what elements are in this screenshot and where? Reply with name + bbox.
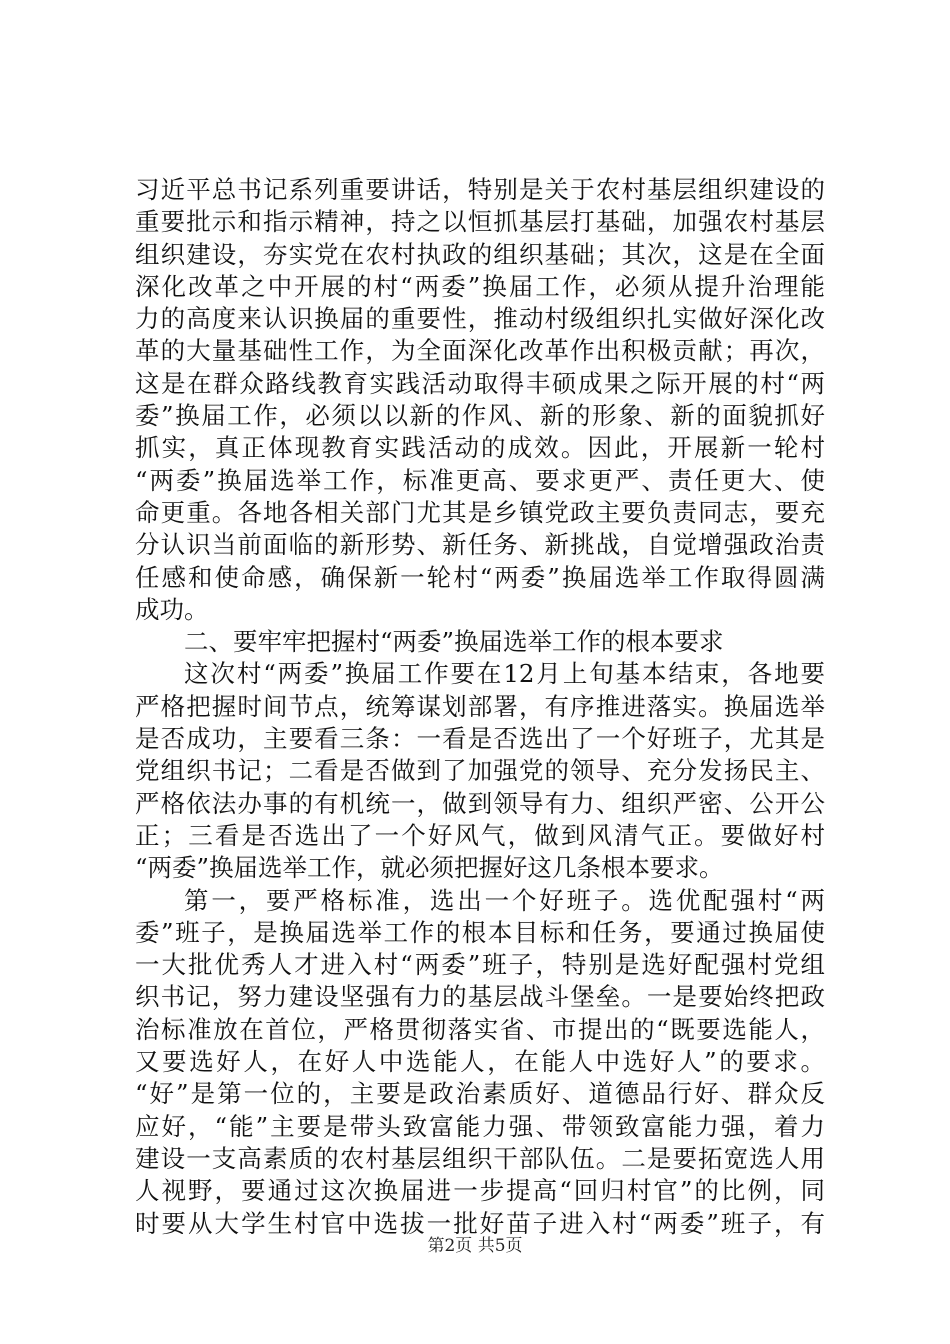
- section-heading: 二、要牢牢把握村“两委”换届选举工作的根本要求: [184, 627, 724, 657]
- text-line: 应好，“能”主要是带头致富能力强、带领致富能力强，着力: [135, 1111, 825, 1141]
- text-line: “两委”换届选举工作，标准更高、要求更严、责任更大、使: [135, 465, 825, 495]
- text-line: 严格依法办事的有机统一，做到领导有力、组织严密、公开公: [135, 788, 825, 818]
- text-line: 重要批示和指示精神，持之以恒抓基层打基础，加强农村基层: [135, 207, 825, 237]
- text-line: “好”是第一位的，主要是政治素质好、道德品行好、群众反: [135, 1079, 825, 1109]
- text-line: 一大批优秀人才进入村“两委”班子，特别是选好配强村党组: [135, 950, 825, 980]
- text-line: 这次村“两委”换届工作要在12月上旬基本结束，各地要: [184, 659, 825, 689]
- page-number-footer: 第2页 共5页: [427, 1236, 523, 1256]
- text-line: 建设一支高素质的农村基层组织干部队伍。二是要拓宽选人用: [135, 1143, 825, 1173]
- text-line: 织书记，努力建设坚强有力的基层战斗堡垒。一是要始终把政: [135, 982, 825, 1012]
- text-line: 这是在群众路线教育实践活动取得丰硕成果之际开展的村“两: [135, 368, 825, 398]
- text-line: 成功。: [135, 594, 209, 624]
- text-line: 第一，要严格标准，选出一个好班子。选优配强村“两: [184, 885, 825, 915]
- text-line: 抓实，真正体现教育实践活动的成效。因此，开展新一轮村: [135, 433, 825, 463]
- text-line: 力的高度来认识换届的重要性，推动村级组织扎实做好深化改: [135, 304, 825, 334]
- text-line: 深化改革之中开展的村“两委”换届工作，必须从提升治理能: [135, 271, 825, 301]
- text-line: “两委”换届选举工作，就必须把握好这几条根本要求。: [135, 853, 724, 883]
- text-line: 命更重。各地各相关部门尤其是乡镇党政主要负责同志，要充: [135, 497, 825, 527]
- text-line: 治标准放在首位，严格贯彻落实省、市提出的“既要选能人，: [135, 1014, 825, 1044]
- text-line: 委”换届工作，必须以以新的作风、新的形象、新的面貌抓好: [135, 401, 825, 431]
- text-line: 任感和使命感，确保新一轮村“两委”换届选举工作取得圆满: [135, 562, 825, 592]
- body-text: [135, 174, 825, 1240]
- text-line: 党组织书记；二看是否做到了加强党的领导、充分发扬民主、: [135, 756, 825, 786]
- text-line: 分认识当前面临的新形势、新任务、新挑战，自觉增强政治责: [135, 530, 825, 560]
- text-line: 委”班子，是换届选举工作的根本目标和任务，要通过换届使: [135, 917, 825, 947]
- text-line: 是否成功，主要看三条：一看是否选出了一个好班子，尤其是: [135, 724, 825, 754]
- text-line: 严格把握时间节点，统筹谋划部署，有序推进落实。换届选举: [135, 691, 825, 721]
- text-line: 组织建设，夯实党在农村执政的组织基础；其次，这是在全面: [135, 239, 825, 269]
- text-line: 人视野，要通过这次换届进一步提高“回归村官”的比例，同: [135, 1176, 825, 1206]
- text-line: 革的大量基础性工作，为全面深化改革作出积极贡献；再次，: [135, 336, 825, 366]
- text-line: 正；三看是否选出了一个好风气，做到风清气正。要做好村: [135, 820, 825, 850]
- text-line: 习近平总书记系列重要讲话，特别是关于农村基层组织建设的: [135, 175, 825, 204]
- text-line: 又要选好人，在好人中选能人，在能人中选好人”的要求。: [135, 1047, 825, 1077]
- text-line: 时要从大学生村官中选拔一批好苗子进入村“两委”班子，有: [135, 1208, 825, 1238]
